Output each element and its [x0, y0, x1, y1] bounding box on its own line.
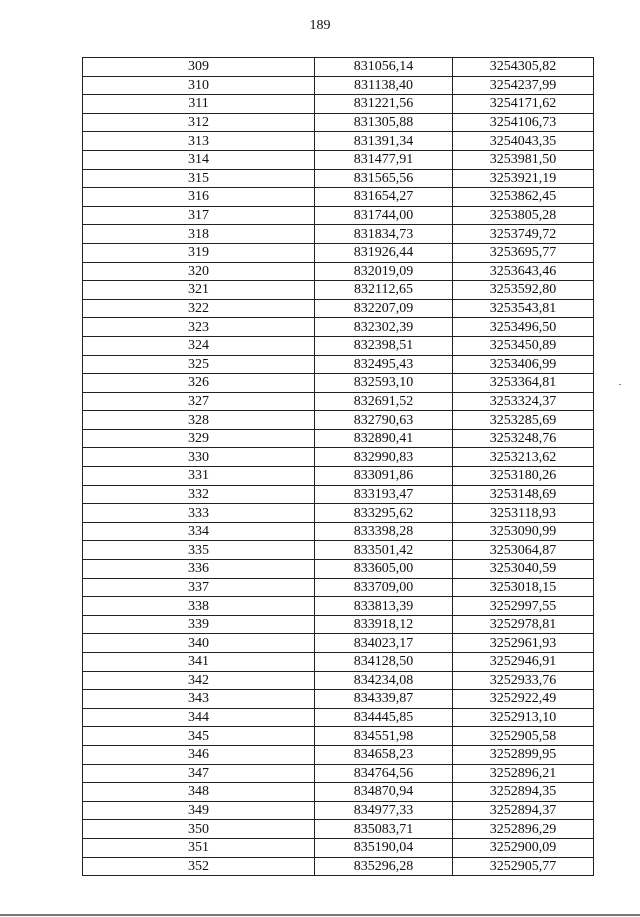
y-coordinate-cell: 3253324,37: [453, 392, 594, 411]
point-number-cell: 344: [83, 708, 315, 727]
point-number-cell: 317: [83, 206, 315, 225]
y-coordinate-cell: 3253090,99: [453, 522, 594, 541]
x-coordinate-cell: 831834,73: [315, 225, 453, 244]
x-coordinate-cell: 831391,34: [315, 132, 453, 151]
table-row: [83, 150, 594, 169]
point-number-cell: 350: [83, 820, 315, 839]
point-number-cell: 334: [83, 522, 315, 541]
table-row: [83, 318, 594, 337]
y-coordinate-cell: 3252894,35: [453, 783, 594, 802]
x-coordinate-cell: 831138,40: [315, 76, 453, 95]
y-coordinate-cell: 3252922,49: [453, 690, 594, 709]
point-number-cell: 323: [83, 318, 315, 337]
x-coordinate-cell: 832890,41: [315, 429, 453, 448]
table-row: [83, 206, 594, 225]
y-coordinate-cell: 3254237,99: [453, 76, 594, 95]
x-coordinate-cell: 832398,51: [315, 336, 453, 355]
point-number-cell: 333: [83, 504, 315, 523]
x-coordinate-cell: 831654,27: [315, 188, 453, 207]
y-coordinate-cell: 3253981,50: [453, 150, 594, 169]
y-coordinate-cell: 3252905,77: [453, 857, 594, 876]
y-coordinate-cell: 3252905,58: [453, 727, 594, 746]
table-row: [83, 169, 594, 188]
table-row: [83, 522, 594, 541]
y-coordinate-cell: 3252896,21: [453, 764, 594, 783]
point-number-cell: 316: [83, 188, 315, 207]
x-coordinate-cell: 835190,04: [315, 838, 453, 857]
y-coordinate-cell: 3253285,69: [453, 411, 594, 430]
point-number-cell: 325: [83, 355, 315, 374]
table-row: [83, 597, 594, 616]
y-coordinate-cell: 3252896,29: [453, 820, 594, 839]
margin-mark: [619, 384, 621, 385]
x-coordinate-cell: 831926,44: [315, 243, 453, 262]
y-coordinate-cell: 3253543,81: [453, 299, 594, 318]
point-number-cell: 327: [83, 392, 315, 411]
y-coordinate-cell: 3254171,62: [453, 95, 594, 114]
y-coordinate-cell: 3253040,59: [453, 560, 594, 579]
table-row: [83, 708, 594, 727]
x-coordinate-cell: 831221,56: [315, 95, 453, 114]
table-row: [83, 578, 594, 597]
table-row: [83, 783, 594, 802]
y-coordinate-cell: 3253248,76: [453, 429, 594, 448]
x-coordinate-cell: 834128,50: [315, 653, 453, 672]
x-coordinate-cell: 834870,94: [315, 783, 453, 802]
table-row: [83, 615, 594, 634]
page-bottom-edge: [0, 914, 640, 916]
x-coordinate-cell: 831056,14: [315, 58, 453, 77]
table-row: [83, 336, 594, 355]
point-number-cell: 340: [83, 634, 315, 653]
x-coordinate-cell: 832207,09: [315, 299, 453, 318]
table-row: [83, 653, 594, 672]
y-coordinate-cell: 3254043,35: [453, 132, 594, 151]
table-row: [83, 541, 594, 560]
x-coordinate-cell: 832302,39: [315, 318, 453, 337]
table-row: [83, 355, 594, 374]
y-coordinate-cell: 3252946,91: [453, 653, 594, 672]
y-coordinate-cell: 3253643,46: [453, 262, 594, 281]
table-row: [83, 392, 594, 411]
point-number-cell: 315: [83, 169, 315, 188]
point-number-cell: 320: [83, 262, 315, 281]
point-number-cell: 339: [83, 615, 315, 634]
table-row: [83, 299, 594, 318]
y-coordinate-cell: 3253862,45: [453, 188, 594, 207]
y-coordinate-cell: 3253406,99: [453, 355, 594, 374]
table-row: [83, 225, 594, 244]
point-number-cell: 319: [83, 243, 315, 262]
table-row: [83, 801, 594, 820]
x-coordinate-cell: 832019,09: [315, 262, 453, 281]
x-coordinate-cell: 833605,00: [315, 560, 453, 579]
point-number-cell: 335: [83, 541, 315, 560]
point-number-cell: 322: [83, 299, 315, 318]
point-number-cell: 337: [83, 578, 315, 597]
table-row: [83, 411, 594, 430]
y-coordinate-cell: 3253805,28: [453, 206, 594, 225]
table-row: [83, 671, 594, 690]
y-coordinate-cell: 3254106,73: [453, 113, 594, 132]
point-number-cell: 349: [83, 801, 315, 820]
table-row: [83, 188, 594, 207]
x-coordinate-cell: 832593,10: [315, 374, 453, 393]
y-coordinate-cell: 3252933,76: [453, 671, 594, 690]
y-coordinate-cell: 3253496,50: [453, 318, 594, 337]
x-coordinate-cell: 835296,28: [315, 857, 453, 876]
point-number-cell: 313: [83, 132, 315, 151]
table-row: [83, 504, 594, 523]
table-row: [83, 634, 594, 653]
y-coordinate-cell: 3252997,55: [453, 597, 594, 616]
y-coordinate-cell: 3252894,37: [453, 801, 594, 820]
table-row: [83, 448, 594, 467]
y-coordinate-cell: 3253018,15: [453, 578, 594, 597]
x-coordinate-cell: 831744,00: [315, 206, 453, 225]
point-number-cell: 318: [83, 225, 315, 244]
table-row: [83, 429, 594, 448]
y-coordinate-cell: 3252899,95: [453, 745, 594, 764]
x-coordinate-cell: 834658,23: [315, 745, 453, 764]
table-row: [83, 281, 594, 300]
x-coordinate-cell: 833918,12: [315, 615, 453, 634]
point-number-cell: 331: [83, 467, 315, 486]
point-number-cell: 309: [83, 58, 315, 77]
table-row: [83, 485, 594, 504]
x-coordinate-cell: 833091,86: [315, 467, 453, 486]
x-coordinate-cell: 831477,91: [315, 150, 453, 169]
x-coordinate-cell: 833709,00: [315, 578, 453, 597]
coordinates-table: [82, 57, 594, 876]
point-number-cell: 329: [83, 429, 315, 448]
x-coordinate-cell: 834551,98: [315, 727, 453, 746]
x-coordinate-cell: 832790,63: [315, 411, 453, 430]
y-coordinate-cell: 3253213,62: [453, 448, 594, 467]
table-row: [83, 857, 594, 876]
x-coordinate-cell: 834234,08: [315, 671, 453, 690]
y-coordinate-cell: 3253364,81: [453, 374, 594, 393]
x-coordinate-cell: 835083,71: [315, 820, 453, 839]
table-row: [83, 727, 594, 746]
y-coordinate-cell: 3253592,80: [453, 281, 594, 300]
coordinates-table-body: [83, 58, 594, 876]
table-row: [83, 690, 594, 709]
table-row: [83, 132, 594, 151]
point-number-cell: 351: [83, 838, 315, 857]
y-coordinate-cell: 3253921,19: [453, 169, 594, 188]
point-number-cell: 343: [83, 690, 315, 709]
y-coordinate-cell: 3254305,82: [453, 58, 594, 77]
table-row: [83, 764, 594, 783]
point-number-cell: 321: [83, 281, 315, 300]
point-number-cell: 346: [83, 745, 315, 764]
x-coordinate-cell: 833398,28: [315, 522, 453, 541]
point-number-cell: 328: [83, 411, 315, 430]
point-number-cell: 347: [83, 764, 315, 783]
point-number-cell: 311: [83, 95, 315, 114]
x-coordinate-cell: 832691,52: [315, 392, 453, 411]
y-coordinate-cell: 3253695,77: [453, 243, 594, 262]
table-row: [83, 95, 594, 114]
table-row: [83, 58, 594, 77]
table-row: [83, 76, 594, 95]
point-number-cell: 312: [83, 113, 315, 132]
table-row: [83, 243, 594, 262]
y-coordinate-cell: 3253064,87: [453, 541, 594, 560]
table-row: [83, 467, 594, 486]
y-coordinate-cell: 3252900,09: [453, 838, 594, 857]
point-number-cell: 345: [83, 727, 315, 746]
y-coordinate-cell: 3252978,81: [453, 615, 594, 634]
x-coordinate-cell: 831565,56: [315, 169, 453, 188]
x-coordinate-cell: 834977,33: [315, 801, 453, 820]
y-coordinate-cell: 3253180,26: [453, 467, 594, 486]
table-row: [83, 820, 594, 839]
x-coordinate-cell: 834023,17: [315, 634, 453, 653]
table-row: [83, 262, 594, 281]
x-coordinate-cell: 834445,85: [315, 708, 453, 727]
y-coordinate-cell: 3252961,93: [453, 634, 594, 653]
point-number-cell: 330: [83, 448, 315, 467]
x-coordinate-cell: 832495,43: [315, 355, 453, 374]
point-number-cell: 341: [83, 653, 315, 672]
y-coordinate-cell: 3253749,72: [453, 225, 594, 244]
x-coordinate-cell: 831305,88: [315, 113, 453, 132]
x-coordinate-cell: 833813,39: [315, 597, 453, 616]
x-coordinate-cell: 833501,42: [315, 541, 453, 560]
point-number-cell: 338: [83, 597, 315, 616]
point-number-cell: 324: [83, 336, 315, 355]
x-coordinate-cell: 833295,62: [315, 504, 453, 523]
point-number-cell: 332: [83, 485, 315, 504]
y-coordinate-cell: 3253450,89: [453, 336, 594, 355]
point-number-cell: 310: [83, 76, 315, 95]
page-number: 189: [309, 18, 331, 33]
table-row: [83, 560, 594, 579]
x-coordinate-cell: 832112,65: [315, 281, 453, 300]
y-coordinate-cell: 3253118,93: [453, 504, 594, 523]
x-coordinate-cell: 832990,83: [315, 448, 453, 467]
table-row: [83, 113, 594, 132]
point-number-cell: 336: [83, 560, 315, 579]
table-row: [83, 745, 594, 764]
x-coordinate-cell: 834764,56: [315, 764, 453, 783]
y-coordinate-cell: 3252913,10: [453, 708, 594, 727]
point-number-cell: 326: [83, 374, 315, 393]
table-row: [83, 838, 594, 857]
y-coordinate-cell: 3253148,69: [453, 485, 594, 504]
table-row: [83, 374, 594, 393]
point-number-cell: 342: [83, 671, 315, 690]
x-coordinate-cell: 833193,47: [315, 485, 453, 504]
point-number-cell: 348: [83, 783, 315, 802]
point-number-cell: 314: [83, 150, 315, 169]
point-number-cell: 352: [83, 857, 315, 876]
x-coordinate-cell: 834339,87: [315, 690, 453, 709]
